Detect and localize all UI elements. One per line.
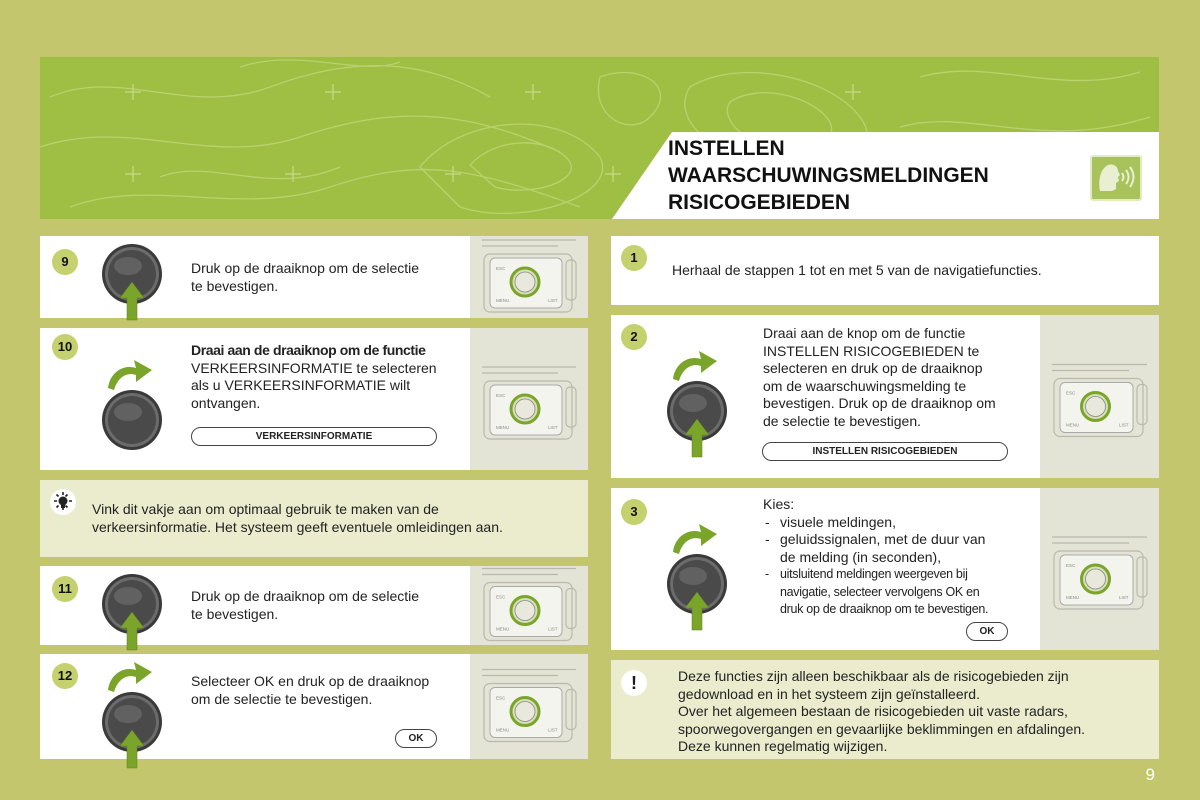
svg-text:MENU: MENU (496, 298, 510, 303)
step-number: 11 (52, 576, 78, 602)
rotary-knob-turn-press-icon (665, 345, 729, 464)
device-controls-illustration (470, 328, 588, 470)
step-number: 2 (621, 324, 647, 350)
ok-button-pill: OK (966, 622, 1008, 641)
rotary-knob-turn-icon (100, 354, 164, 473)
step-number: 3 (621, 499, 647, 525)
title-line-3: RISICOGEBIEDEN (668, 191, 851, 214)
device-controls-illustration (470, 566, 588, 645)
step-2-text: Draai aan de knop om de functie INSTELLEN RISICOGEBIEDEN te selecteren en druk op de draaiknop om de waarschuwingsmelding te bevestigen. Druk op de draaiknop om de selectie te bevestigen. (763, 325, 996, 429)
svg-text:MENU: MENU (1066, 595, 1080, 600)
device-controls-illustration (470, 236, 588, 318)
step-3-text: Kies: - visuele meldingen, - geluidssignalen, met de duur van de melding (in seconden), - uitsluitend meldingen weergeven bij navigatie, selecteer vervolgens OK en druk op de draaiknop om te bevestigen. (763, 496, 1038, 619)
list-item: - uitsluitend meldingen weergeven bij navigatie, selecteer vervolgens OK en druk op de draaiknop om te bevestigen. (763, 566, 1038, 619)
page-number: 9 (1145, 765, 1155, 784)
step-number: 1 (621, 245, 647, 271)
step-10-text: Draai aan de draaiknop om de functie VERKEERSINFORMATIE te selecteren als u VERKEERSINFORMATIE wilt ontvangen. (191, 342, 437, 411)
note-panel (611, 660, 1159, 759)
svg-text:ESC: ESC (496, 266, 506, 271)
options-list (763, 514, 1038, 619)
step-1-panel (611, 236, 1159, 305)
device-controls-illustration (470, 654, 588, 759)
knob-svg (100, 354, 164, 468)
svg-text:ESC: ESC (496, 594, 506, 600)
list-item: - geluidssignalen, met de duur van de melding (in seconden), (763, 531, 1038, 566)
warning-icon: ! (621, 670, 647, 696)
note-text: Deze functies zijn alleen beschikbaar als de risicogebieden zijn gedownload en in het systeem zijn geïnstalleerd. Over het algemeen bestaan de risicogebieden uit vaste radars, spoorwegovergangen en gevaarlijke beklimmingen en afdalingen. Deze kunnen regelmatig wijzigen. (678, 668, 1086, 754)
step-9-panel (40, 236, 588, 318)
menu-option-pill: INSTELLEN RISICOGEBIEDEN (762, 442, 1008, 461)
rotary-knob-turn-press-icon (100, 656, 164, 775)
lightbulb-icon (50, 489, 76, 515)
step-9-text: Druk op de draaiknop om de selectie te bevestigen. (191, 260, 420, 294)
knob-svg (100, 656, 164, 770)
svg-text:LIST: LIST (548, 425, 558, 430)
svg-text:ESC: ESC (1066, 563, 1076, 568)
rotary-knob-turn-press-icon (665, 518, 729, 637)
knob-svg (100, 242, 164, 322)
step-12-panel (40, 654, 588, 759)
step-3-panel (611, 488, 1159, 650)
svg-text:LIST: LIST (1119, 422, 1129, 428)
step-10-panel (40, 328, 588, 470)
step-number: 12 (52, 663, 78, 689)
step-11-text: Druk op de draaiknop om de selectie te bevestigen. (191, 588, 420, 622)
svg-text:LIST: LIST (548, 298, 558, 303)
voice-talk-icon (1090, 155, 1142, 201)
rotary-knob-press-icon (100, 572, 164, 657)
svg-text:LIST: LIST (548, 727, 558, 733)
step-number: 10 (52, 334, 78, 360)
step-11-panel (40, 566, 588, 645)
svg-text:ESC: ESC (496, 695, 506, 701)
page-title (668, 135, 1088, 216)
knob-svg (100, 572, 164, 652)
title-line-2: WAARSCHUWINGSMELDINGEN (668, 164, 989, 187)
svg-text:MENU: MENU (1066, 422, 1080, 428)
rotary-knob-press-icon (100, 242, 164, 327)
tip-panel (40, 480, 588, 557)
menu-option-pill: VERKEERSINFORMATIE (191, 427, 437, 446)
step-1-text: Herhaal de stappen 1 tot en met 5 van de navigatiefuncties. (672, 262, 1042, 278)
title-line-1: INSTELLEN (668, 137, 785, 160)
svg-text:LIST: LIST (1119, 595, 1129, 600)
svg-text:MENU: MENU (496, 425, 510, 430)
knob-svg (665, 518, 729, 632)
tip-text: Vink dit vakje aan om optimaal gebruik te maken van de verkeersinformatie. Het systeem geeft eventuele omleidingen aan. (92, 501, 503, 535)
list-item: - visuele meldingen, (763, 514, 1038, 532)
svg-text:MENU: MENU (496, 727, 510, 733)
svg-text:MENU: MENU (496, 626, 510, 632)
svg-text:ESC: ESC (496, 393, 506, 398)
svg-text:LIST: LIST (548, 626, 558, 632)
device-controls-illustration (1040, 488, 1159, 650)
step-number: 9 (52, 249, 78, 275)
knob-svg (665, 345, 729, 459)
step-12-text: Selecteer OK en druk op de draaiknop om de selectie te bevestigen. (191, 673, 430, 707)
device-controls-illustration (1040, 315, 1159, 478)
svg-text:ESC: ESC (1066, 390, 1076, 396)
ok-button-pill: OK (395, 729, 437, 748)
step-2-panel (611, 315, 1159, 478)
